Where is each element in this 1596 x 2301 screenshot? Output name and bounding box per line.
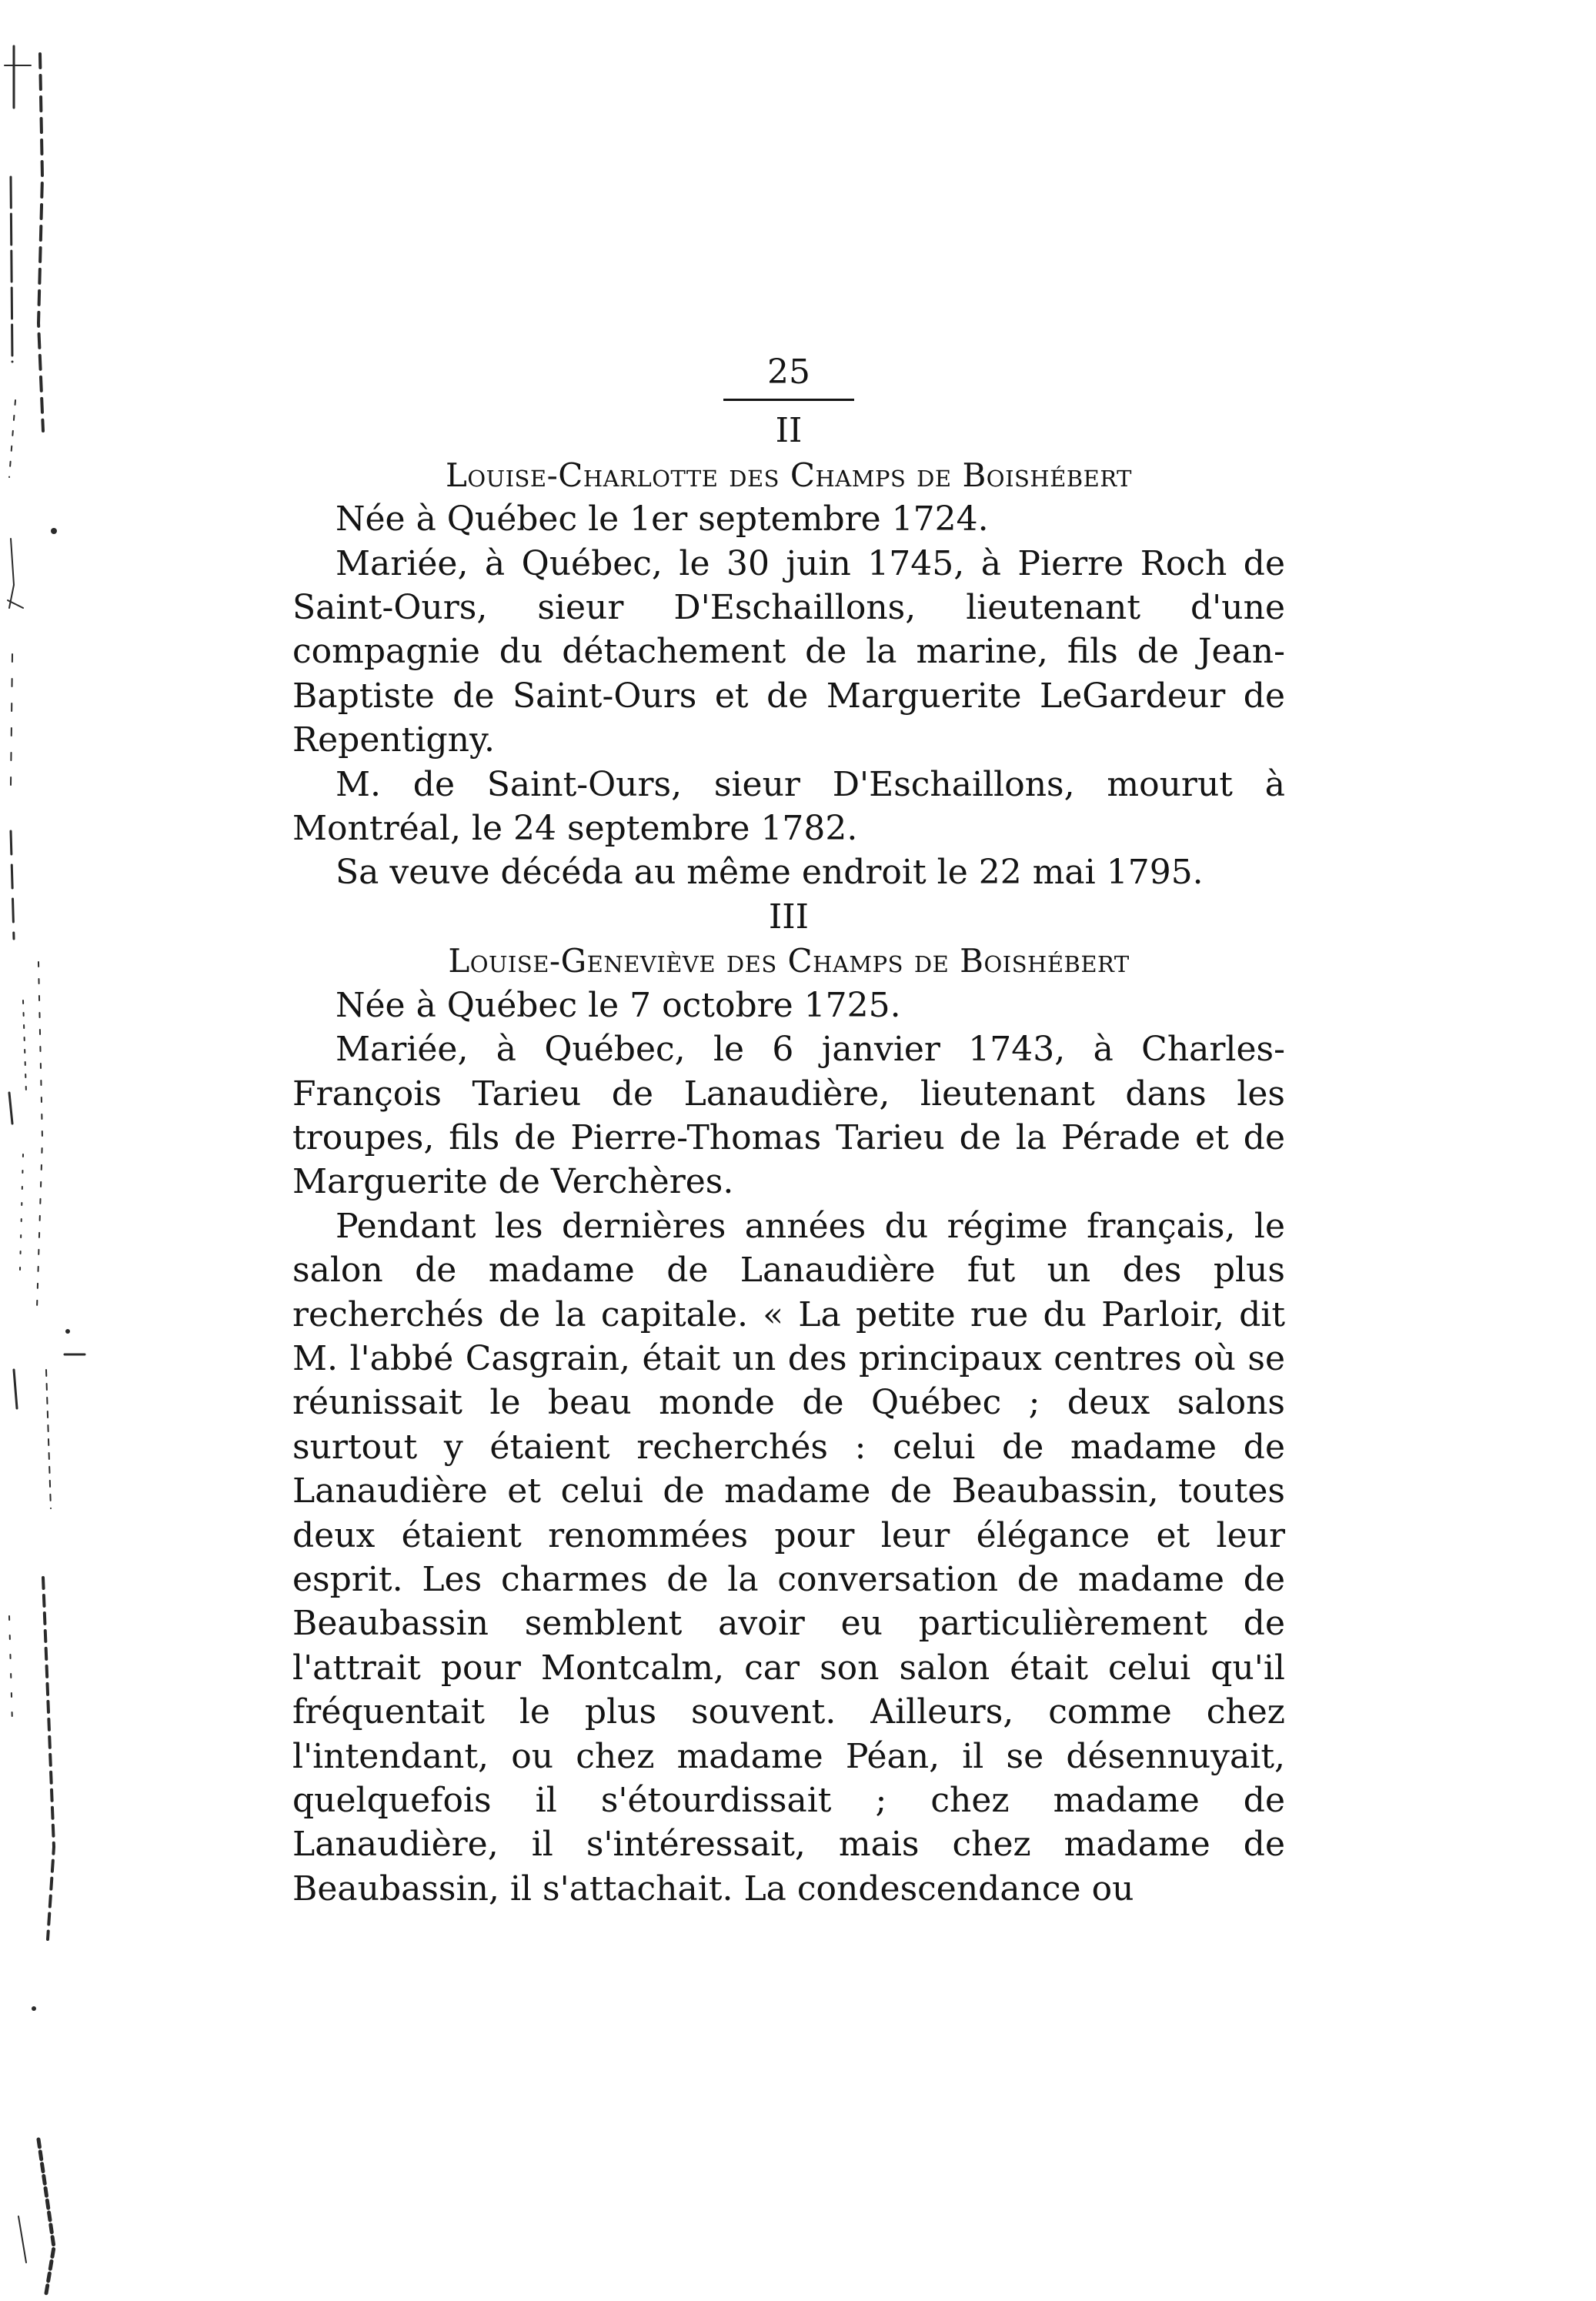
paragraph: Née à Québec le 1er septembre 1724. bbox=[336, 499, 989, 539]
section-ii bbox=[292, 409, 1285, 894]
paragraph: Sa veuve décéda au même endroit le 22 mai 1795. bbox=[336, 853, 1204, 893]
section-numeral: II bbox=[775, 411, 803, 451]
paragraph: Mariée, à Québec, le 30 juin 1745, à Pierre Roch de Saint-Ours, sieur D'Eschaillons, lieutenant d'une compagnie du détachement de la marine, fils de Jean-Baptiste de Saint-Ours et de Marguerite LeGardeur de Repentigny. bbox=[292, 543, 1285, 760]
section-heading: Louise-Charlotte des Champs de Boishébert bbox=[445, 456, 1133, 494]
paragraph: Pendant les dernières années du régime français, le salon de madame de Lanaudière fut un des plus recherchés de la capitale. « La petite rue du Parloir, dit M. l'abbé Casgrain, était un des principaux centres où se réunissait le beau monde de Québec ; deux salons surtout y étaient recherchés : celui de madame de Lanaudière et celui de madame de Beaubassin, toutes deux étaient renommées pour leur élégance et leur esprit. Les charmes de la conversation de madame de Beaubassin semblent avoir eu particulièrement de l'attrait pour Montcalm, car son salon était celui qu'il fréquentait le plus souvent. Ailleurs, comme chez l'intendant, ou chez madame Péan, il se désennuyait, quelquefois il s'étourdissait ; chez madame de Lanaudière, il s'intéressait, mais chez madame de Beaubassin, il s'attachait. La condescendance ou bbox=[292, 1206, 1285, 1909]
section-heading: Louise-Geneviève des Champs de Boishébert bbox=[448, 942, 1130, 980]
paragraph: Mariée, à Québec, le 6 janvier 1743, à Charles-François Tarieu de Lanaudière, lieutenant dans les troupes, fils de Pierre-Thomas Tarieu de la Pérade et de Marguerite de Verchères. bbox=[292, 1030, 1285, 1202]
header-rule bbox=[723, 399, 854, 401]
scan-margin-edge bbox=[0, 0, 108, 2301]
paragraph: M. de Saint-Ours, sieur D'Eschaillons, mourut à Montréal, le 24 septembre 1782. bbox=[292, 764, 1285, 849]
section-iii bbox=[292, 895, 1285, 1911]
section-numeral: III bbox=[768, 897, 810, 937]
page-number: 25 bbox=[767, 352, 810, 392]
paragraph: Née à Québec le 7 octobre 1725. bbox=[336, 985, 901, 1025]
document-page bbox=[292, 350, 1285, 1911]
